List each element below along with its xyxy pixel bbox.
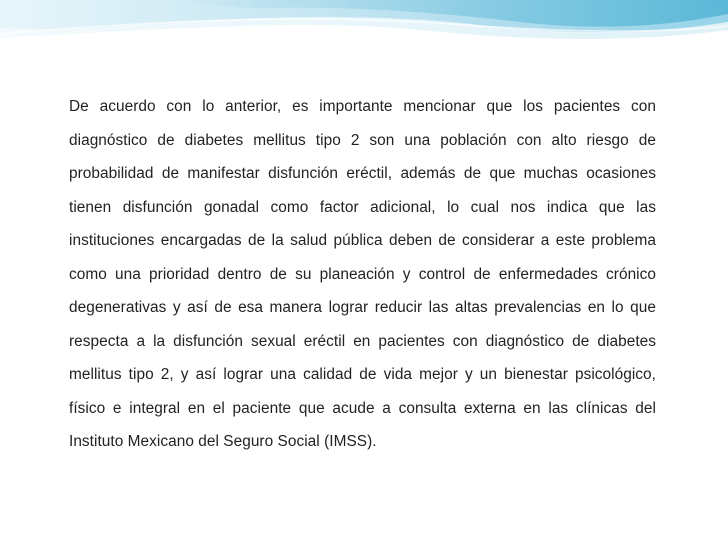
- header-wave-decoration: [0, 0, 728, 62]
- body-paragraph: De acuerdo con lo anterior, es importante mencionar que los pacientes con diagnóstico de diabetes mellitus tipo 2 son una población con alto riesgo de probabilidad de manifestar disfunción eréctil, además de que muchas ocasiones tienen disfunción gonadal como factor adicional, lo cual nos indica que las instituciones encargadas de la salud pública deben de considerar a este problema como una prioridad dentro de su planeación y control de enfermedades crónico degenerativas y así de esa manera lograr reducir las altas prevalencias en lo que respecta a la disfunción sexual eréctil en pacientes con diagnóstico de diabetes mellitus tipo 2, y así lograr una calidad de vida mejor y un bienestar psicológico, físico e integral en el paciente que acude a consulta externa en las clínicas del Instituto Mexicano del Seguro Social (IMSS).: [69, 98, 656, 450]
